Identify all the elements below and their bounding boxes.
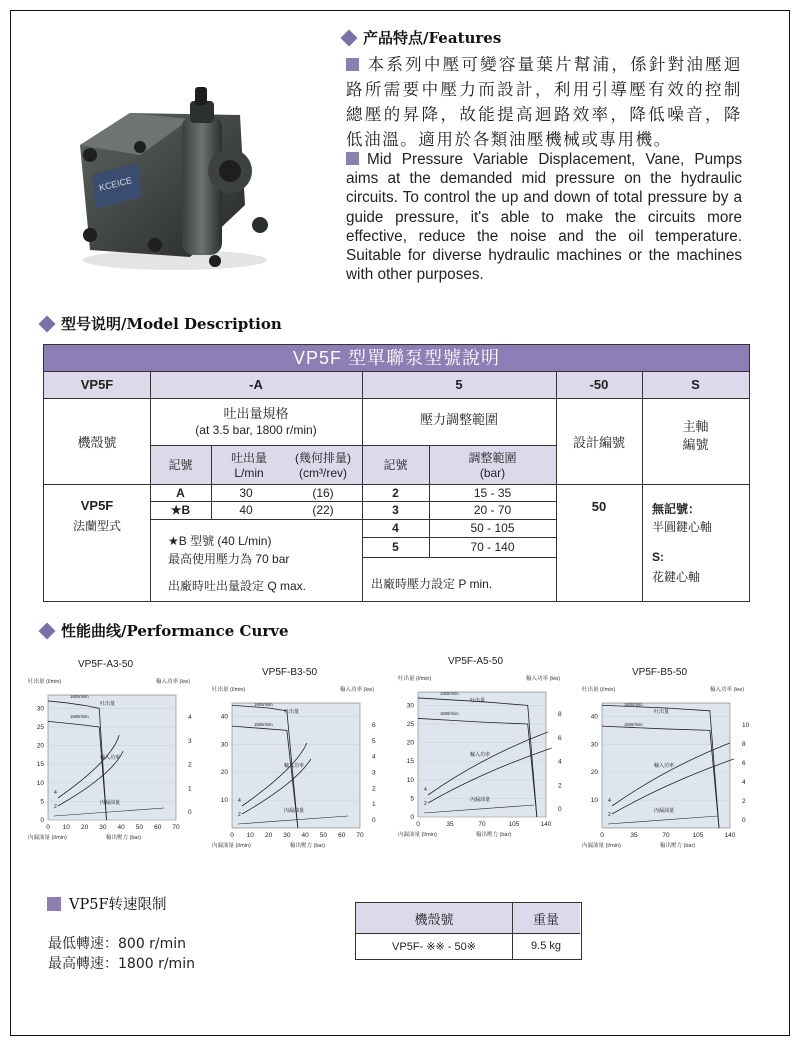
- y-left-tick: 40: [590, 713, 598, 721]
- y-right-tick: 6: [742, 760, 746, 767]
- diamond-icon: [39, 315, 56, 332]
- shaft-s-desc: 花鍵心軸: [652, 570, 701, 584]
- x-tick: 140: [540, 821, 552, 828]
- y-left-tick: 15: [36, 761, 44, 769]
- y-right-label: 輸入功率 (kw): [526, 676, 560, 682]
- sub-disp-2: (cm³/rev): [299, 466, 347, 480]
- x-tick: 0: [416, 821, 420, 828]
- y-left-tick: 30: [36, 705, 44, 713]
- x-tick: 20: [264, 832, 273, 839]
- model-heading-text: 型号说明/Model Description: [61, 315, 282, 333]
- y-left-tick: 10: [36, 779, 44, 787]
- label-power: 輸入功率: [100, 755, 121, 761]
- y-left-tick: 25: [36, 723, 44, 731]
- header-flow: 吐出量規格: [223, 405, 289, 421]
- diamond-icon: [341, 29, 358, 46]
- speed-limits: [48, 934, 195, 974]
- label-rpm-1800: 1800r/min: [254, 702, 273, 707]
- leak-tick: 4: [424, 787, 427, 793]
- label-rpm-1500: 1500r/min: [254, 722, 273, 727]
- press-row-range: 50 - 105: [470, 521, 515, 535]
- press-row-code: 4: [392, 521, 399, 535]
- y-left-tick: 5: [40, 798, 44, 806]
- y-right-tick: 8: [558, 711, 562, 718]
- label-rpm-1800: 1800r/min: [440, 691, 459, 696]
- note-q: 出廠時吐出量設定 Q max.: [168, 579, 307, 593]
- header-shaft-1: 主軸: [682, 418, 709, 434]
- y-right-tick: 2: [188, 761, 192, 769]
- y-right-tick: 6: [372, 722, 376, 729]
- label-flow: 吐出量: [100, 701, 116, 707]
- chart-title: VP5F-A5-50: [448, 656, 504, 667]
- leak-tick: 2: [424, 801, 427, 807]
- y-left-tick: 20: [36, 742, 44, 750]
- y-right-label: 輸入功率 (kw): [156, 679, 190, 685]
- label-flow: 吐出量: [284, 709, 300, 715]
- y-left-tick: 30: [590, 741, 598, 749]
- y-right-tick: 6: [558, 734, 562, 742]
- y-left-tick: 20: [406, 739, 414, 747]
- x-axis-label: 輸出壓力 (bar): [290, 843, 326, 849]
- label-rpm-1800: 1800r/min: [624, 702, 643, 707]
- x-tick: 0: [600, 832, 604, 839]
- pump-image: [70, 85, 280, 275]
- y-left-tick: 30: [220, 741, 228, 749]
- x-tick: 0: [46, 824, 50, 831]
- features-heading: [340, 27, 501, 48]
- flow-row-flow: 40: [239, 503, 253, 517]
- flow-row-code: A: [176, 485, 185, 500]
- x-tick: 50: [319, 832, 328, 839]
- x-tick: 20: [80, 824, 89, 831]
- speed-heading: [47, 893, 167, 914]
- flow-row-flow: 30: [239, 485, 253, 500]
- x-axis-label: 輸出壓力 (bar): [660, 843, 696, 849]
- y-left-tick: 10: [590, 797, 598, 805]
- note-b-1: ★B 型號 (40 L/min): [168, 534, 272, 548]
- y-right-tick: 3: [372, 769, 376, 777]
- model-table-title: VP5F 型單聯泵型號說明: [44, 345, 749, 371]
- y-right-tick: 10: [742, 722, 750, 729]
- y-right-tick: 0: [188, 809, 192, 816]
- label-power: 輸入功率: [284, 763, 305, 769]
- label-leak: 內漏油量: [470, 797, 491, 803]
- chart-title: VP5F-B3-50: [262, 667, 318, 678]
- x-tick: 60: [338, 832, 346, 839]
- sub-range-1: 調整範圍: [468, 450, 517, 465]
- y-left-tick: 40: [220, 713, 228, 721]
- code-body: VP5F: [80, 377, 114, 392]
- y-right-tick: 4: [188, 714, 192, 721]
- y-right-tick: 5: [372, 737, 376, 745]
- label-rpm-1500: 1500r/min: [440, 711, 459, 716]
- x-tick: 40: [301, 832, 309, 839]
- y-left-tick: 25: [406, 720, 414, 728]
- chart-title: VP5F-B5-50: [632, 667, 688, 678]
- x-tick: 35: [630, 832, 638, 839]
- y-right-tick: 4: [742, 779, 746, 786]
- y-right-label: 輸入功率 (kw): [340, 687, 374, 693]
- x-tick: 140: [724, 832, 736, 839]
- x-axis-label: 輸出壓力 (bar): [476, 832, 512, 838]
- code-flow: -A: [249, 377, 263, 392]
- leak-tick: 4: [608, 798, 611, 804]
- x-tick: 70: [356, 832, 364, 839]
- x-tick: 70: [478, 821, 486, 828]
- shaft-none: 無記號：: [652, 502, 701, 516]
- y-left-tick: 20: [220, 769, 228, 777]
- sub-pcode: 記號: [383, 458, 408, 472]
- weight-header-weight: 重量: [532, 911, 559, 927]
- note-b-2: 最高使用壓力為 70 bar: [168, 552, 290, 566]
- chart-title: VP5F-A3-50: [78, 659, 134, 670]
- features-zh-text: 本系列中壓可變容量葉片幫浦，係針對油壓迴路所需要中壓力而設計，利用引導壓有效的控制總壓的昇降，故能提高迴路效率，降低噪音，降低油溫。適用於各類油壓機械或專用機。: [346, 55, 742, 149]
- performance-heading: [38, 620, 289, 641]
- x-tick: 30: [283, 832, 291, 839]
- x-tick: 40: [117, 824, 125, 831]
- leak-tick: 4: [238, 798, 241, 804]
- y-right-tick: 2: [742, 798, 746, 805]
- chart-a3-50: [28, 655, 206, 849]
- y-left-tick: 15: [406, 758, 414, 766]
- weight-value: 9.5 kg: [531, 940, 561, 952]
- x-tick: 60: [154, 824, 162, 831]
- label-flow: 吐出量: [470, 698, 486, 704]
- weight-model: VP5F- ※※ - 50※: [392, 940, 476, 953]
- y-left-label: 吐出量 (l/min): [28, 679, 62, 685]
- shaft-none-desc: 半圓鍵心軸: [652, 520, 713, 534]
- y-right-tick: 8: [742, 741, 746, 748]
- press-row-range: 20 - 70: [473, 503, 512, 517]
- header-design: 設計編號: [572, 434, 625, 450]
- leak-label: 內漏油量 (l/min): [582, 843, 621, 849]
- press-row-range: 15 - 35: [473, 485, 512, 500]
- weight-header-body: 機殼號: [414, 911, 454, 927]
- label-leak: 內漏油量: [654, 808, 675, 814]
- flow-row-code: ★B: [170, 503, 191, 517]
- y-left-label: 吐出量 (l/min): [212, 687, 246, 693]
- weight-table: [355, 902, 582, 960]
- brand-label: KCEICE: [98, 175, 134, 193]
- y-left-tick: 20: [590, 769, 598, 777]
- shaft-s: S:: [652, 550, 664, 564]
- body-name: VP5F: [80, 497, 114, 513]
- y-right-tick: 3: [188, 737, 192, 745]
- press-row-range: 70 - 140: [470, 540, 515, 554]
- x-axis-label: 輸出壓力 (bar): [106, 835, 142, 841]
- y-right-tick: 4: [372, 753, 376, 761]
- label-leak: 內漏油量: [100, 800, 121, 806]
- y-left-tick: 10: [406, 776, 414, 784]
- press-row-code: 2: [392, 485, 399, 500]
- speed-max: 最高轉速：1800 r/min: [48, 956, 195, 972]
- y-right-label: 輸入功率 (kw): [710, 687, 744, 693]
- flow-row-disp: (16): [312, 485, 334, 500]
- label-power: 輸入功率: [654, 763, 675, 769]
- square-bullet-icon: [47, 897, 61, 911]
- x-tick: 30: [99, 824, 107, 831]
- code-shaft: S: [691, 377, 700, 392]
- sub-flow-1: 吐出量: [230, 450, 267, 465]
- note-p: 出廠時壓力設定 P min.: [371, 577, 493, 591]
- flow-row-disp: (22): [312, 503, 334, 517]
- leak-tick: 2: [238, 812, 241, 818]
- diamond-icon: [39, 622, 56, 639]
- press-row-code: 3: [392, 503, 399, 517]
- x-tick: 70: [172, 824, 180, 831]
- speed-min: 最低轉速：800 r/min: [48, 936, 187, 952]
- leak-tick: 2: [608, 812, 611, 818]
- header-press: 壓力調整範圍: [419, 411, 498, 427]
- y-right-tick: 0: [742, 817, 746, 824]
- x-tick: 105: [508, 821, 520, 828]
- chart-b5-50: [582, 663, 760, 857]
- y-right-tick: 4: [558, 758, 562, 766]
- x-tick: 35: [446, 821, 454, 828]
- label-rpm-1500: 1500r/min: [624, 722, 643, 727]
- label-leak: 內漏油量: [284, 808, 305, 814]
- leak-label: 內漏油量 (l/min): [398, 832, 437, 838]
- y-right-tick: 0: [372, 817, 376, 824]
- leak-label: 內漏油量 (l/min): [28, 835, 67, 841]
- header-shaft-2: 編號: [682, 436, 709, 452]
- code-design: -50: [589, 377, 609, 392]
- y-left-tick: 10: [220, 797, 228, 805]
- features-en: [346, 150, 742, 284]
- x-tick: 0: [230, 832, 234, 839]
- features-zh: [346, 52, 742, 152]
- square-bullet-icon: [346, 152, 359, 165]
- y-left-label: 吐出量 (l/min): [398, 676, 432, 682]
- y-right-tick: 2: [558, 782, 562, 790]
- features-en-text: Mid Pressure Variable Displacement, Vane, Pumps aims at the demanded mid pressure on the hydraulic circuits. To control the up and down of total pressure by a guide pressure, it's able to make the circuits more effective, reduce the noise and the oil temperature. Suitable for diverse hydraulic machines or the machines with other purposes.: [346, 151, 742, 284]
- design-number: 50: [591, 498, 607, 514]
- sub-flow-2: L/min: [234, 466, 264, 480]
- body-desc: 法蘭型式: [72, 518, 121, 533]
- square-bullet-icon: [346, 58, 359, 71]
- sub-range-2: (bar): [479, 466, 506, 480]
- features-heading-text: 产品特点/Features: [363, 29, 502, 47]
- y-right-tick: 1: [188, 785, 192, 793]
- y-right-tick: 2: [372, 785, 376, 793]
- leak-tick: 4: [54, 790, 57, 796]
- label-flow: 吐出量: [654, 709, 670, 715]
- chart-a5-50: [398, 652, 576, 852]
- y-left-tick: 5: [410, 795, 414, 803]
- speed-heading-text: VP5F转速限制: [69, 897, 167, 913]
- x-tick: 50: [135, 824, 144, 831]
- press-row-code: 5: [392, 540, 399, 554]
- model-heading: [38, 313, 282, 334]
- header-flow-sub: (at 3.5 bar, 1800 r/min): [195, 423, 317, 437]
- label-power: 輸入功率: [470, 752, 491, 758]
- x-tick: 70: [662, 832, 670, 839]
- sub-disp-1: (幾何排量): [295, 450, 351, 465]
- y-left-tick: 0: [40, 817, 44, 824]
- leak-label: 內漏油量 (l/min): [212, 843, 251, 849]
- y-right-tick: 0: [558, 806, 562, 813]
- performance-heading-text: 性能曲线/Performance Curve: [61, 622, 289, 640]
- y-left-tick: 30: [406, 702, 414, 710]
- leak-tick: 2: [54, 804, 57, 810]
- chart-b3-50: [212, 663, 390, 857]
- y-right-tick: 1: [372, 801, 376, 809]
- code-press: 5: [455, 377, 463, 392]
- label-rpm-1800: 1800r/min: [70, 694, 89, 699]
- model-table: [43, 344, 750, 602]
- y-left-tick: 0: [410, 814, 414, 821]
- x-tick: 105: [692, 832, 704, 839]
- y-left-label: 吐出量 (l/min): [582, 687, 616, 693]
- x-tick: 10: [246, 832, 254, 839]
- x-tick: 10: [62, 824, 70, 831]
- label-rpm-1500: 1500r/min: [70, 714, 89, 719]
- header-body: 機殼號: [77, 434, 117, 450]
- sub-code: 記號: [168, 458, 193, 472]
